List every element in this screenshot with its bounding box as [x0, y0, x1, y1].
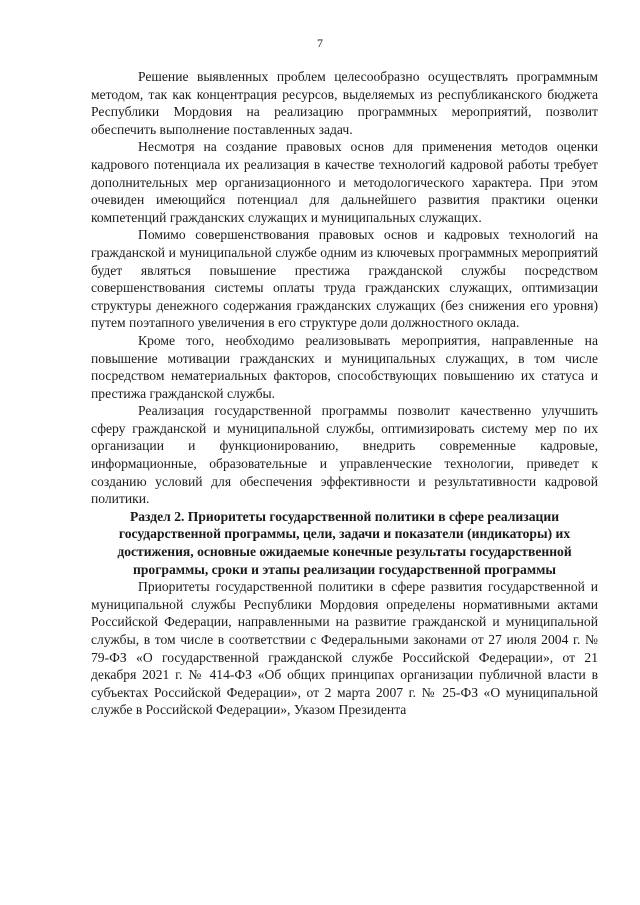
paragraph: Реализация государственной программы позволит качественно улучшить сферу гражданской и муниципальной службы, оптимизировать систему мер по их организации и функционированию, внедрить современные кадровые, информационные, образовательные и управленческие технологии, приведет к созданию условий для обеспечения эффективности и результативности кадровой политики.	[91, 403, 598, 507]
paragraph: Кроме того, необходимо реализовывать мероприятия, направленные на повышение мотивации гражданских и муниципальных служащих, в том числе посредством нематериальных факторов, способствующих повышению их статуса и престижа гражданской службы.	[91, 332, 598, 401]
paragraph: Несмотря на создание правовых основ для применения методов оценки кадрового потенциала их реализация в качестве технологий кадровой работы требует дополнительных мер организационного и методологического характера. При этом очевиден имеющийся потенциал для дальнейшего развития практики оценки компетенций гражданских служащих и муниципальных служащих.	[91, 139, 598, 225]
page-number: 7	[317, 36, 323, 50]
section-heading: Раздел 2. Приоритеты государственной политики в сфере реализации государственной программы, цели, задачи и показатели (индикаторы) их достижения, основные ожидаемые конечные результаты государственной программы, сроки и этапы реализации государственной программы	[117, 508, 572, 577]
document-body	[91, 68, 598, 719]
paragraph: Решение выявленных проблем целесообразно осуществлять программным методом, так как концентрация ресурсов, выделяемых из республиканского бюджета Республики Мордовия на реализацию программных мероприятий, позволит обеспечить выполнение поставленных задач.	[91, 69, 598, 137]
paragraph: Помимо совершенствования правовых основ и кадровых технологий на гражданской и муниципальной службе одним из ключевых программных мероприятий будет являться повышение престижа гражданской службы посредством совершенствования системы оплаты труда гражданских служащих, оптимизации структуры денежного содержания гражданских служащих (без снижения его уровня) путем поэтапного увеличения в его структуре доли должностного оклада.	[91, 227, 598, 331]
paragraph: Приоритеты государственной политики в сфере развития государственной и муниципальной службы Республики Мордовия определены нормативными актами Российской Федерации, направленными на развитие гражданской и муниципальной службы, в том числе в соответствии с Федеральными законами от 27 июля 2004 г. № 79-ФЗ «О государственной гражданской службе Российской Федерации», от 21 декабря 2021 г. № 414-ФЗ «Об общих принципах организации публичной власти в субъектах Российской Федерации», от 2 марта 2007 г. № 25-ФЗ «О муниципальной службе в Российской Федерации», Указом Президента	[91, 579, 598, 718]
